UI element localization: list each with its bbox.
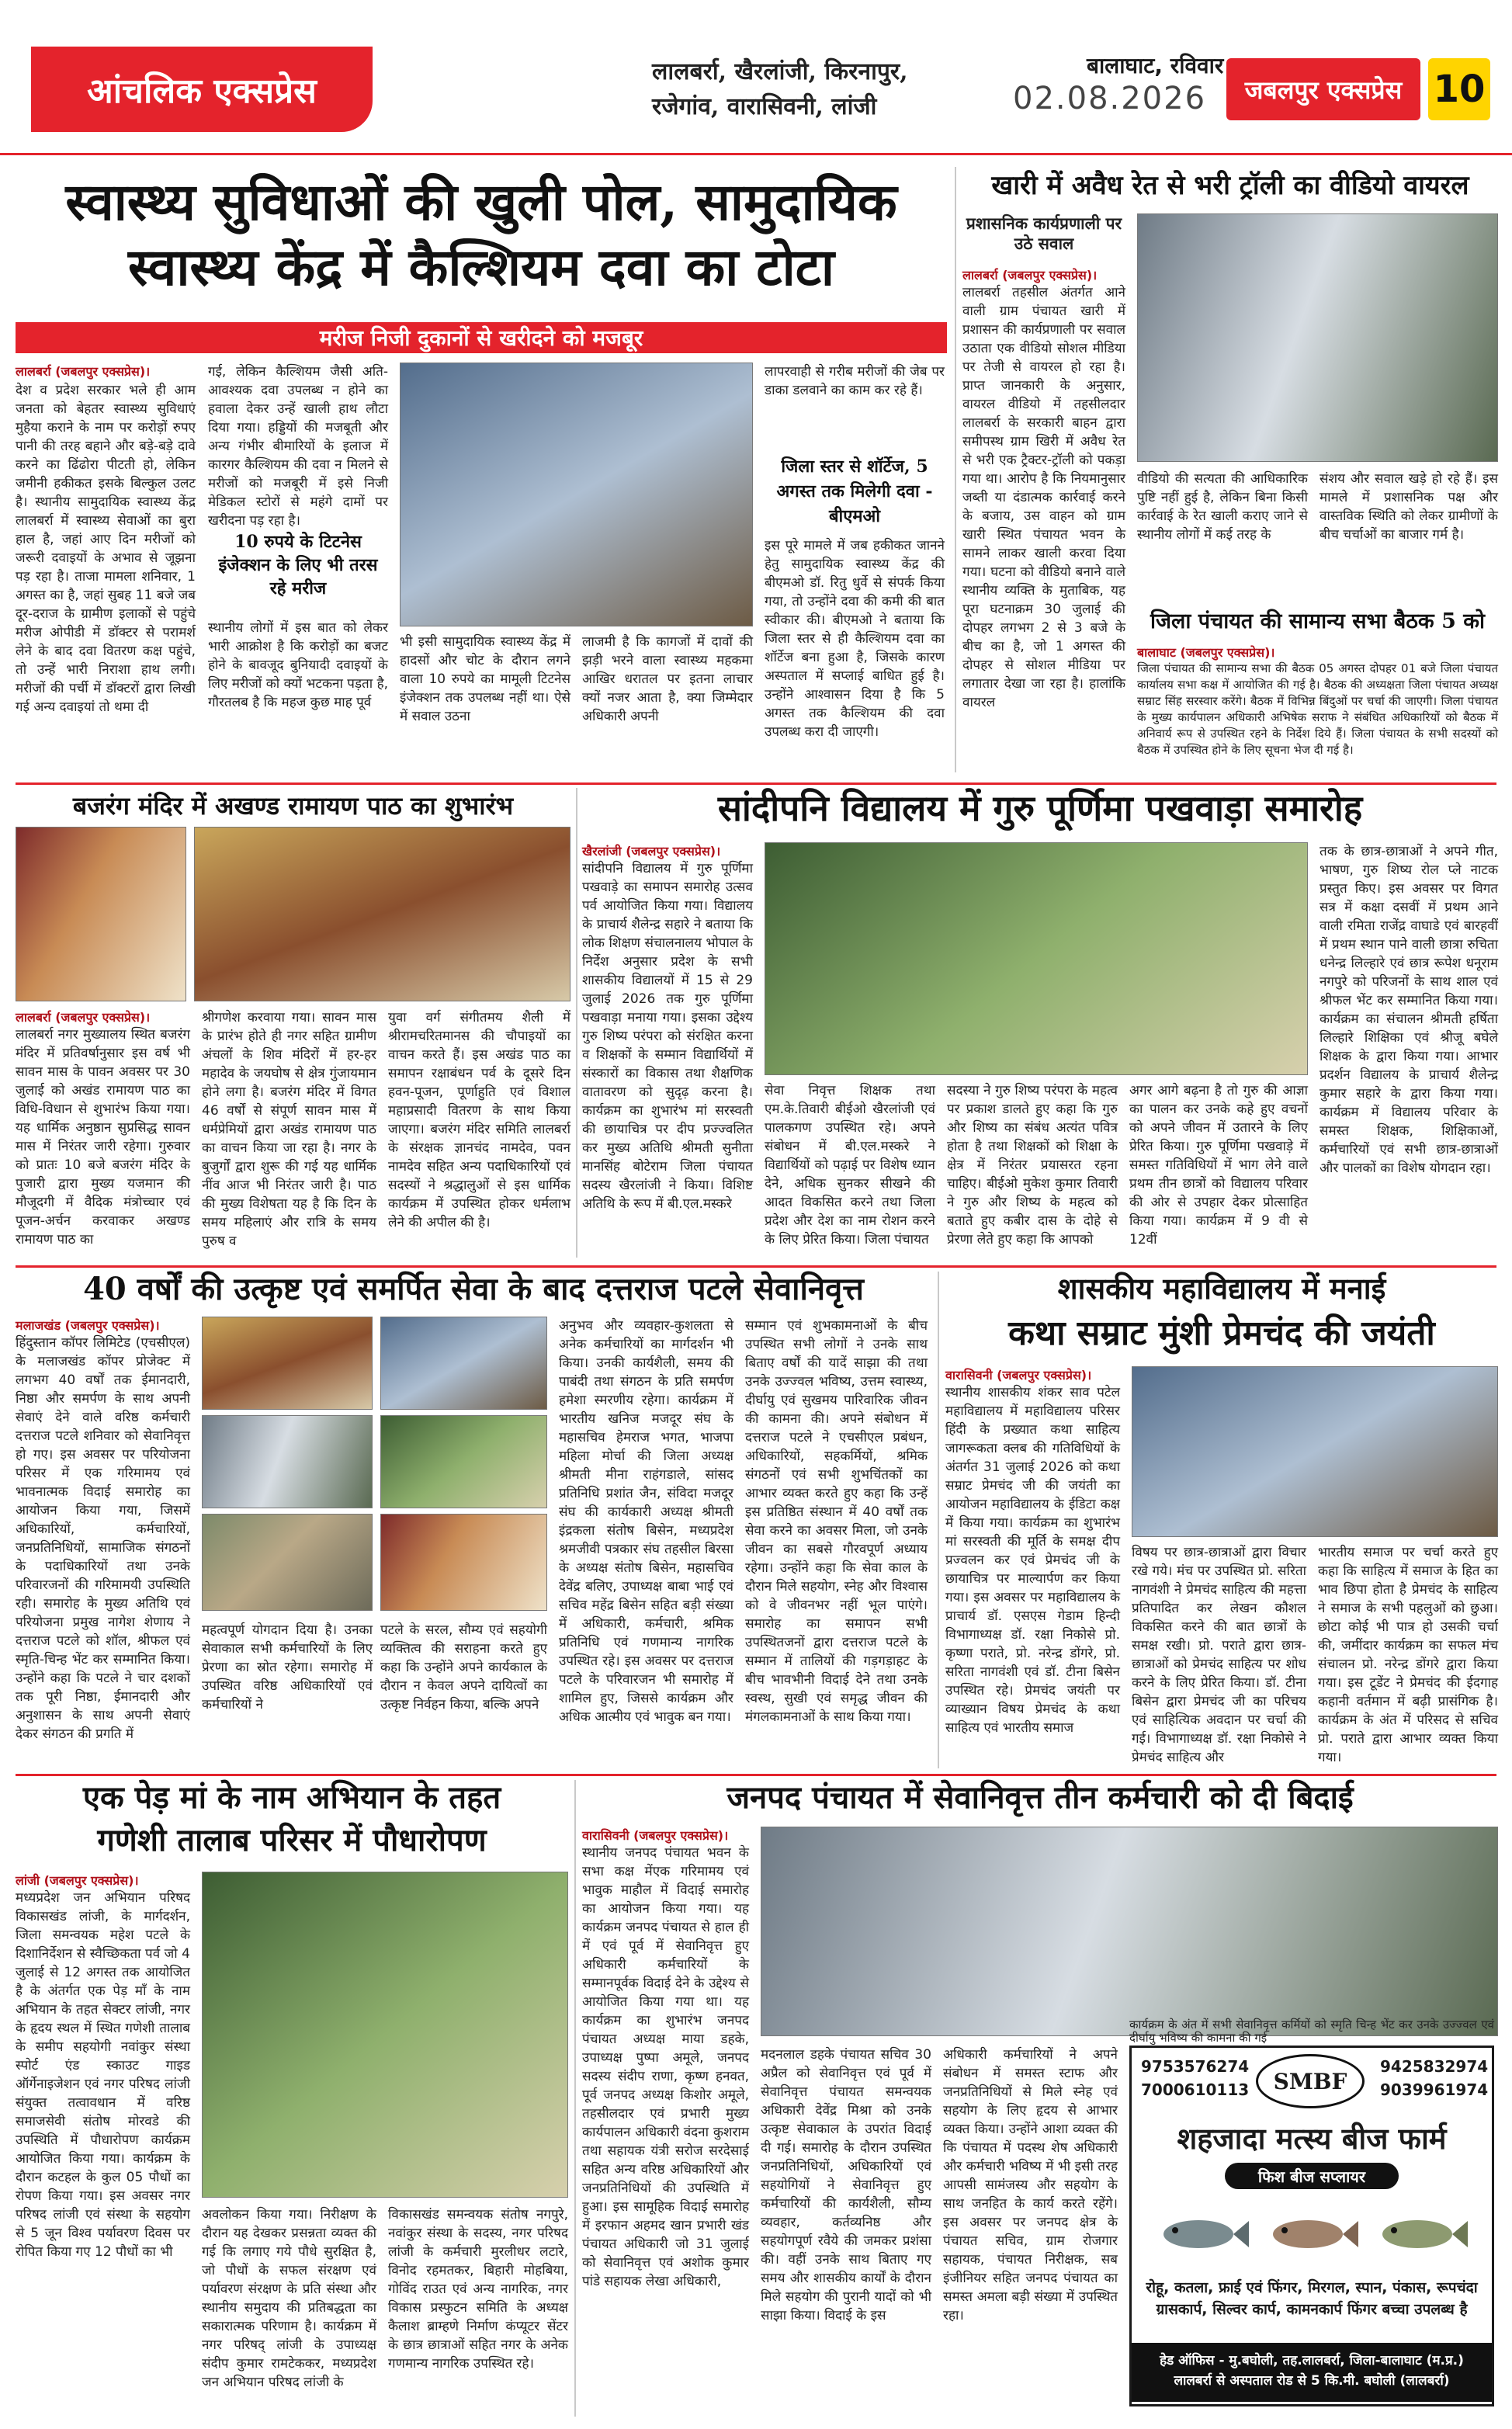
body-col-2: श्रीगणेश करवाया गया। सावन मास के प्रारंभ होते ही नगर सहित ग्रामीण अंचलों के शिव मंदिरों में हर-हर महादेव के जयघोष से क्षेत्र गुंजायमान होने लगा है। बजरंग मंदिर में विगत 46 वर्षों से संपूर्ण सावन मास में धर्मप्रेमियों द्वारा अखंड रामायण पाठ का वाचन किया जा रहा है। नगर के बुजुर्गों द्वारा शुरू की गई यह धार्मिक नींव आज भी निरंतर जारी है। पाठ की मुख्य विशेषता यह है कि दिन के समय महिलाएं और रात्रि के समय पुरुष व — [202, 1010, 376, 1249]
body-col-1: हिंदुस्तान कॉपर लिमिटेड (एचसीएल) के मलाजखंड कॉपर प्रोजेक्ट में लगभग 40 वर्षों तक ईमानदारी, निष्ठा और समर्पण के साथ अपनी सेवाएं देने वाले वरिष्ठ कर्मचारी दत्तराज पटले शनिवार को सेवानिवृत्त हो गए। इस अवसर पर परियोजना परिसर में एक गरिमामय एवं भावनात्मक विदाई समारोह का आयोजन किया गया, जिसमें अधिकारियों, कर्मचारियों, जनप्रतिनिधियों, सामाजिक संगठनों के पदाधिकारियों तथा उनके परिवारजनों की गरिमामयी उपस्थिति रही। समारोह के मुख्य अतिथि एवं परियोजना प्रमुख नागेश शेणाय ने दत्तराज पटले को शॉल, श्रीफल एवं स्मृति-चिन्ह भेंट कर सम्मानित किया। उन्होंने कहा कि पटले ने चार दशकों तक पूरी निष्ठा, ईमानदारी और अनुशासन के साथ अपनी सेवाएं देकर संगठन की प्रगति में — [16, 1335, 190, 1742]
story9-col4: भेंट कर उनके उज्ज्वल एवं दीर्घायु भविष्य की कामना की गई — [1129, 2018, 1494, 2045]
headline: खारी में अवैध रेत से भरी ट्रॉली का वीडियो वायरल — [991, 170, 1469, 201]
ad-address-band — [1132, 2343, 1492, 2402]
ramayan-path-photo — [194, 827, 570, 1001]
byline: वारासिवनी (जबलपुर एक्सप्रेस)। — [945, 1368, 1092, 1383]
brand-badge: जबलपुर एक्सप्रेस — [1226, 58, 1420, 120]
body-col-5: तक के छात्र-छात्राओं ने अपने गीत, भाषण, गुरु शिष्य रोल प्ले नाटक प्रस्तुत किए। इस अवसर पर विगत सत्र में कक्षा दसवीं में प्रथम आने वाली रमिता राजेंद्र वाघाडे एवं बारहवीं में प्रथम स्थान पाने वाली छात्रा रुचिता धनेन्द्र लिल्हारे एवं छात्र रूपेश धनूराम नगपुरे को परिजनों के साथ शाल एवं श्रीफल भेंट कर सम्मानित किया गया। कार्यक्रम का संचालन श्रीमती हर्षिता लिल्हारे शिक्षिका एवं श्रीजू बघेले शिक्षक के द्वारा किया गया। आभार प्रदर्शन विद्यालय के प्राचार्य शैलेन्द्र कुमार सहारे के द्वारा किया गया। कार्यक्रम में विद्यालय परिवार के समस्त शिक्षक, शिक्षिकाओं, कर्मचारियों एवं सभी छात्र-छात्राओं और पालकों का विशेष योगदान रहा। — [1320, 844, 1498, 1176]
masthead — [0, 0, 1512, 155]
body: जिला पंचायत की सामान्य सभा की बैठक 05 अगस्त दोपहर 01 बजे जिला पंचायत कार्यालय सभा कक्ष में आयोजित की गई है। बैठक की अध्यक्षता जिला पंचायत अध्यक्ष सम्राट सिंह सरस्वार करेंगे। बैठक में विभिन्न बिंदुओं पर चर्चा की जाएगी। जिला पंचायत के मुख्य कार्यपालन अधिकारी अभिषेक सराफ ने संबंधित अधिकारियों को बैठक में अनिवार्य रूप से उपस्थित रहने के निर्देश दिये हैं। जिला पंचायत के सभी सदस्यों को बैठक में उपस्थित होने के लिए सूचना भेज दी गई है। — [1137, 661, 1498, 757]
headline: बजरंग मंदिर में अखण्ड रामायण पाठ का शुभारंभ — [72, 791, 514, 821]
body-col-2: गई, लेकिन कैल्शियम जैसी अति-आवश्यक दवा उपलब्ध न होने का हवाला देकर उन्हें खाली हाथ लौटा दिया गया। हड्डियों की मजबूती और अन्य गंभीर बीमारियों के इलाज में कारगर कैल्शियम की दवा न मिलने से मरीजों को मजबूरी में इसे निजी मेडिकल स्टोरों से महंगे दामों पर खरीदना पड़ रहा है। — [208, 364, 388, 529]
story-guru-purnima — [582, 788, 1498, 1265]
column-divider — [955, 167, 956, 772]
headline-line-2: गणेशी तालाब परिसर में पौधारोपण — [97, 1822, 487, 1858]
column-divider — [576, 788, 577, 1258]
body-col-5: सम्मान एवं शुभकामनाओं के बीच उपस्थित सभी लोगों ने उनके साथ बिताए वर्षों की यादें साझा की तथा उनके उज्ज्वल भविष्य, उत्तम स्वास्थ्य, दीर्घायु एवं सुखमय पारिवारिक जीवन की कामना की। अपने संबोधन में दत्तराज पटले ने एचसीएल प्रबंधन, अधिकारियों, सहकर्मियों, श्रमिक संगठनों एवं सभी शुभचिंतकों का आभार व्यक्त करते हुए कहा कि उन्हें इस प्रतिष्ठित संस्थान में 40 वर्षों तक सेवा करने का अवसर मिला, जो उनके जीवन का सबसे गौरवपूर्ण अध्याय रहेगा। उन्होंने कहा कि सेवा काल के दौरान मिले सहयोग, स्नेह और विश्वास को वे जीवनभर नहीं भूल पाएंगे। समारोह का समापन सभी उपस्थितजनों द्वारा दत्तराज पटले के सम्मान में तालियों की गड़गड़ाहट के बीच भावभीनी विदाई देने तथा उनके स्वस्थ, सुखी एवं समृद्ध जीवन की मंगलकामनाओं के साथ किया गया। — [745, 1318, 928, 1725]
retirement-photo-4 — [380, 1415, 547, 1508]
fish-icon — [1265, 2215, 1358, 2254]
body-col-4: अनुभव और व्यवहार-कुशलता से अनेक कर्मचारियों का मार्गदर्शन भी किया। उनकी कार्यशैली, समय की पाबंदी तथा संगठन के प्रति समर्पण हमेशा स्मरणीय रहेगा। कार्यक्रम में भारतीय खनिज मजदूर संघ के महासचिव हेमराज भगत, भाजपा महिला मोर्चा की जिला अध्यक्ष श्रीमती मीना राहंगडाले, सांसद प्रतिनिधि प्रशांत जैन, संविदा मजदूर संघ की कार्यकारी अध्यक्ष श्रीमती इंद्रकला संतोष बिसेन, मध्यप्रदेश श्रमजीवी पत्रकार संघ तहसील बिरसा के अध्यक्ष संतोष बिसेन, महासचिव देवेंद्र बलिए, उपाध्यक्ष बाबा भाई एवं सचिव महेंद्र बिसेन सहित बड़ी संख्या में अधिकारी, कर्मचारी, श्रमिक प्रतिनिधि एवं गणमान्य नागरिक उपस्थित रहे। इस अवसर पर दत्तराज पटले के परिवारजन भी समारोह में शामिल हुए, जिससे कार्यक्रम और अधिक आत्मीय एवं भावुक बन गया। — [559, 1318, 733, 1725]
section-rule — [16, 1265, 1496, 1268]
date: 02.08.2026 — [1013, 81, 1207, 116]
fish-seed-farm-ad — [1129, 2046, 1494, 2406]
byline: वारासिवनी (जबलपुर एक्सप्रेस)। — [582, 1828, 729, 1843]
ad-title: शहजादा मत्स्य बीज फार्म — [1177, 2121, 1447, 2156]
byline: खैरलांजी (जबलपुर एक्सप्रेस)। — [582, 844, 721, 859]
story-calcium-shortage — [16, 167, 947, 780]
headline-line-1: स्वास्थ्य सुविधाओं की खुली पोल, सामुदायिक — [65, 172, 897, 232]
fish-icon — [1156, 2215, 1249, 2254]
byline: बालाघाट (जबलपुर एक्सप्रेस)। — [1137, 645, 1275, 660]
story9-body-col-2: मदनलाल डहके पंचायत सचिव 30 अप्रैल को सेवानिवृत्त एवं पूर्व में सेवानिवृत्त पंचायत समन्वयक अधिकारी देवेंद्र मिश्रा को उनके उत्कृष्ट सेवाकाल के उपरांत विदाई दी गई। समारोह के दौरान उपस्थित जनप्रतिनिधियों, अधिकारियों एवं सहयोगियों ने सेवानिवृत्त हुए कर्मचारियों की कार्यशैली, सौम्य व्यवहार, कर्तव्यनिष्ठ और सहयोगपूर्ण रवैये की जमकर प्रशंसा की। वहीं उनके साथ बिताए गए समय और शासकीय कार्यों के दौरान मिले सहयोग की पुरानी यादों को भी साझा किया। विदाई के इस — [761, 2047, 931, 2323]
story9-col4-pre: कार्यक्रम के अंत में सभी सेवानिवृत्त कर्मियों को स्मृति चिन्ह — [1129, 2018, 1377, 2032]
places-line-2: रजेगांव, वारासिवनी, लांजी — [652, 93, 877, 120]
body-col-2: वीडियो की सत्यता की आधिकारिक पुष्टि नहीं हुई है, लेकिन बिना किसी कार्रवाई के रेत खाली कराए जाने से स्थानीय लोगों में कई तरह के — [1137, 471, 1308, 543]
ad-tagline: फिश बीज सप्लायर — [1225, 2163, 1399, 2189]
ad-phone-4: 9039961974 — [1380, 2080, 1489, 2099]
story9-body-col-1: स्थानीय जनपद पंचायत भवन के सभा कक्ष मेंएक गरिमामय एवं भावुक माहौल में विदाई समारोह का आयोजन किया गया। यह कार्यक्रम जनपद पंचायत से हाल ही में एवं पूर्व में सेवानिवृत्त हुए अधिकारी कर्मचारियों के सम्मानपूर्वक विदाई देने के उद्देश्य से आयोजित किया गया था। यह कार्यक्रम का शुभारंभ जनपद पंचायत अध्यक्ष माया डहके, उपाध्यक्ष पुष्पा अमूले, जनपद सदस्य संदीप राणा, कृष्ण हनवत, पूर्व जनपद अध्यक्ष किशोर अमूले, तहसीलदार एवं प्रभारी मुख्य कार्यपालन अधिकारी वंदना कुशराम तथा सहायक यंत्री सरोज सरदेसाई सहित अन्य वरिष्ठ अधिकारियों और जनप्रतिनिधियों की उपस्थिति में हुआ। इस सामूहिक विदाई समारोह में इरफान अहमद खान प्रभारी खंड पंचायत अधिकारी जो 31 जुलाई को सेवानिवृत्त एवं अशोक कुमार पांडे सहायक लेखा अधिकारी, — [582, 1845, 749, 2289]
story9-body-col-4 — [1129, 2018, 1494, 2045]
headline: 40 वर्षों की उत्कृष्ट एवं समर्पित सेवा के बाद दत्तराज पटले सेवानिवृत्त — [83, 1271, 864, 1307]
body-col-1: मध्यप्रदेश जन अभियान परिषद विकासखंड लांजी, के मार्गदर्शन, जिला समन्वयक महेश पटले के दिशानिर्देशन से स्वैच्छिकता पर्व जो 4 जुलाई से 12 अगस्त तक आयोजित है के अंतर्गत एक पेड़ माँ के नाम अभियान के तहत सेक्टर लांजी, नगर के हृदय स्थल में स्थित गणेशी तालाब के समीप सहयोगी नवांकुर संस्था स्पोर्ट एंड स्काउट गाइड ऑर्गेनाइजेशन एवं नगर परिषद लांजी संयुक्त तत्वावधान में वरिष्ठ समाजसेवी संतोष मोरवडे की उपस्थिति में पौधारोपण कार्यक्रम आयोजित किया गया। कार्यक्रम के दौरान कटहल के कुल 05 पौधों का रोपण किया गया। इस अवसर नगर परिषद लांजी एवं संस्था के सहयोग से 5 जून विश्व पर्यावरण दिवस पर रोपित किया गए 12 पौधों का भी — [16, 1890, 190, 2260]
headline-line-2: स्वास्थ्य केंद्र में कैल्शियम दवा का टोटा — [127, 237, 835, 297]
byline: लालबर्रा (जबलपुर एक्सप्रेस)। — [16, 364, 151, 379]
fish-icon — [1375, 2215, 1468, 2254]
body-col-4: अगर आगे बढ़ना है तो गुरु की आज्ञा का पालन कर उनके कहे हुए वचनों को अपने जीवन में उतारने के लिए प्रेरित किया। गुरु पूर्णिमा पखवाड़े में समस्त गतिविधियों में भाग लेने वाले प्रथम तीन छात्रों को विद्यालय परिवार की ओर से उपहार देकर प्रोत्साहित किया गया। कार्यक्रम में 9 वी से 12वीं — [1129, 1083, 1308, 1247]
premchand-event-photo — [1132, 1366, 1498, 1537]
ad-address: हेड ऑफिस - मु.बघोली, तह.लालबर्रा, जिला-बालाघाट (म.प्र.) — [1160, 2353, 1464, 2368]
body-col-1: लालबर्रा तहसील अंतर्गत आने वाली ग्राम पंचायत खारी में प्रशासन की कार्यप्रणाली पर सवाल उठाता एक वीडियो सोशल मीडिया पर तेजी से वायरल हो रहा है। प्राप्त जानकारी के अनुसार, वायरल वीडियो में तहसीलदार लालबर्रा के सरकारी बाहन द्वारा समीपस्थ ग्राम खिरी में अवैध रेत से भरी एक ट्रैक्टर-ट्रॉली को पकड़ा गया था। आरोप है कि नियमानुसार जब्ती या दंडात्मक कार्रवाई करने के बजाय, उस वाहन को ग्राम खारी स्थित पंचायत भवन के सामने लाकर खाली करवा दिया गया। घटना को वीडियो बनाने वाले स्थानीय व्यक्ति के मुताबिक, यह पूरा घटनाक्रम 30 जुलाई की दोपहर लगभग 2 से 3 बजे के बीच का है, जो 1 अगस्त की दोपहर से सोशल मीडिया पर लगातार देखा जा रहा है। हालांकि वायरल — [962, 285, 1125, 710]
retirement-photo-6 — [380, 1514, 547, 1611]
story-zila-panchayat — [1137, 609, 1498, 780]
body-col-1: लालबर्रा नगर मुख्यालय स्थित बजरंग मंदिर में प्रतिवर्षानुसार इस वर्ष भी सावन मास के पावन अवसर पर 30 जुलाई को अखंड रामायण पाठ का विधि-विधान से शुभारंभ किया गया। यह धार्मिक अनुष्ठान सुप्रसिद्ध सावन मास में निरंतर जारी रहेगा। गुरुवार को प्रातः 10 बजे बजरंग मंदिर के पुजारी द्वारा मुख्य यजमान की मौजूदगी में वैदिक मंत्रोच्चार एवं पूजन-अर्चन करवाकर अखण्ड रामायण पाठ का — [16, 1027, 190, 1247]
column-divider — [574, 1780, 576, 2417]
body-col-2: महत्वपूर्ण योगदान दिया है। उनका सेवाकाल सभी कर्मचारियों के लिए प्रेरणा का स्रोत रहेगा। समारोह में उपस्थित वरिष्ठ अधिकारियों एवं कर्मचारियों ने — [202, 1622, 373, 1712]
retirement-photo-3 — [202, 1415, 373, 1508]
byline: लांजी (जबलपुर एक्सप्रेस)। — [16, 1873, 139, 1888]
ad-products: रोहू, कतला, फ्राई एवं फिंगर, मिरगल, स्पान, पंकास, रूपचंदा ग्रासकार्प, सिल्वर कार्प, कामनकार्प फिंगर बच्चा उपलब्ध है — [1146, 2279, 1478, 2318]
page-number: 10 — [1428, 58, 1490, 120]
places-line-1: लालबर्रा, खैरलांजी, किरनापुर, — [652, 58, 908, 85]
city-day: बालाघाट, रविवार — [1087, 53, 1224, 78]
pull-quote-tetanus: 10 रुपये के टिटनेस इंजेक्शन के लिए भी तरस रहे मरीज — [218, 532, 378, 599]
body-col-2b: स्थानीय लोगों में इस बात को लेकर भारी आक्रोश है कि करोड़ों का बजट होने के बावजूद बुनियादी दवाइयों के लिए मरीजों को क्यों भटकना पड़ता है, गौरतलब है कि महज कुछ माह पूर्व — [208, 620, 388, 710]
subhead-band: मरीज निजी दुकानों से खरीदने को मजबूर — [16, 322, 947, 353]
headline-line-1: शासकीय महाविद्यालय में मनाई — [1057, 1271, 1386, 1306]
retirement-photo-1 — [202, 1317, 373, 1410]
body-col-2: सेवा निवृत्त शिक्षक तथा एम.के.तिवारी बीईओ खैरलांजी एवं पालकगण उपस्थित रहे। अपने संबोधन में बी.एल.मस्करे ने विद्यार्थियों को पढ़ाई पर विशेष ध्यान देने, अधिक सुनकर सीखने की आदत विकसित करने तथा जिला प्रदेश और देश का नाम रोशन करने के लिए प्रेरित किया। जिला पंचायत — [765, 1083, 935, 1247]
headline: जनपद पंचायत में सेवानिवृत्त तीन कर्मचारी को दी बिदाई — [727, 1779, 1354, 1816]
ad-fish-row — [1147, 2199, 1476, 2269]
body-col-1: देश व प्रदेश सरकार भले ही आम जनता को बेहतर स्वास्थ्य सुविधाएं मुहैया कराने के नाम पर करोड़ों रुपए पानी की तरह बहाने और बड़े-बड़े दावे करने का ढिंढोरा पीटती हो, लेकिन जमीनी हकीकत इसके बिल्कुल उलट है। स्थानीय सामुदायिक स्वास्थ्य केंद्र लालबर्रा में स्वास्थ्य सेवाओं का बुरा हाल है, जहां आए दिन मरीजों को जरूरी दवाइयों के अभाव से जूझना पड़ रहा है। ताजा मामला शनिवार, 1 अगस्त का है, जहां सुबह 11 बजे जब दूर-दराज के ग्रामीण इलाकों से पहुंचे मरीज ओपीडी में डॉक्टर से परामर्श लेने के बाद दवा वितरण कक्ष पहुंचे, तो उन्हें भारी निराशा हाथ लगी। मरीजों की पर्ची में डॉक्टरों द्वारा लिखी गई अन्य दवाइयां तो थमा दी — [16, 383, 196, 715]
story-plantation — [16, 1780, 568, 2417]
body-col-4: लाजमी है कि कागजों में दावों की झड़ी भरने वाला स्वास्थ्य महकमा आखिर धरातल पर इतना लाचार क्यों नजर आता है, क्या जिम्मेदार अधिकारी अपनी — [582, 634, 753, 724]
column-divider — [938, 1272, 939, 1768]
body-col-3: सदस्या ने गुरु शिष्य परंपरा के महत्व पर प्रकाश डालते हुए कहा कि गुरु और शिष्य का संबंध अत्यंत पवित्र होता है तथा शिक्षकों को शिक्षा के क्षेत्र में निरंतर प्रयासरत रहना चाहिए। बीईओ मुकेश कुमार तिवारी ने गुरु और शिष्य के महत्व को बताते हुए कबीर दास के दोहे से प्रेरणा लेते हुए कहा कि आपको — [947, 1083, 1118, 1247]
body-col-2: अवलोकन किया गया। निरीक्षण के दौरान यह देखकर प्रसन्नता व्यक्त की गई कि लगाए गये पौधे सुरक्षित है, जो पौधों के सफल संरक्षण एवं पर्यावरण संरक्षण के प्रति संस्था और स्थानीय समुदाय की प्रतिबद्धता का सकारात्मक परिणाम है। कार्यक्रम में नगर परिषद् लांजी के उपाध्यक्ष संदीप कुमार रामटेककर, मध्यप्रदेश जन अभियान परिषद लांजी के — [202, 2207, 376, 2390]
health-centre-photo — [400, 363, 753, 626]
story9-body-col-3: अधिकारी कर्मचारियों ने अपने संबोधन में समस्त स्टाफ और जनप्रतिनिधियों से मिले स्नेह एवं सहयोग के लिए हृदय से आभार व्यक्त किया। उन्होंने आशा व्यक्त की कि पंचायत में पदस्थ शेष अधिकारी और कर्मचारी भविष्य में भी इसी तरह आपसी सामंजस्य और सहयोग के साथ जनहित के कार्य करते रहेंगे। इस अवसर पर जनपद क्षेत्र के पंचायत सचिव, ग्राम रोजगार सहायक, पंचायत निरीक्षक, सब इंजीनियर सहित जनपद पंचायत का समस्त अमला बड़ी संख्या में उपस्थित रहा। — [943, 2047, 1118, 2323]
ad-phone-3: 9425832974 — [1380, 2057, 1489, 2076]
story-dattaraj-retirement — [16, 1272, 931, 1768]
story-ramayan-path — [16, 788, 570, 1265]
body-col-2: विषय पर छात्र-छात्राओं द्वारा विचार रखे गये। मंच पर उपस्थित प्रो. सरिता नागवंशी ने प्रेमचंद साहित्य की महत्ता प्रतिपादित कर लेखन कौशल विकसित करने की बात छात्रों के समक्ष रखी। प्रो. पराते द्वारा छात्र-छात्राओं को प्रेमचंद साहित्य पर शोध करने के लिए प्रेरित किया। डॉ. टीना बिसेन द्वारा प्रेमचंद जी का परिचय एवं साहित्यिक अवदान पर चर्चा की गई। विभागाध्यक्ष डॉ. रक्षा निकोसे ने प्रेमचंद साहित्य और — [1132, 1545, 1306, 1765]
byline: लालबर्रा (जबलपुर एक्सप्रेस)। — [16, 1010, 151, 1025]
retirement-photo-5 — [202, 1514, 373, 1611]
headline: सांदीपनि विद्यालय में गुरु पूर्णिमा पखवाड़ा समारोह — [717, 787, 1363, 829]
body-col-3: भी इसी सामुदायिक स्वास्थ्य केंद्र में हादसों और चोट के दौरान लगने वाला 10 रुपये का मामूली टिटनेस इंजेक्शन तक उपलब्ध नहीं था। ऐसे में सवाल उठना — [400, 634, 570, 724]
story-premchand-jayanti — [945, 1272, 1498, 1768]
headline-line-2: कथा सम्राट मुंशी प्रेमचंद की जयंती — [1008, 1313, 1435, 1353]
farewell-group-photo — [761, 1827, 1498, 2036]
body-col-3: पटले के सरल, सौम्य एवं सहयोगी व्यक्तित्व की सराहना करते हुए कहा कि उन्होंने अपने कार्यकाल के दौरान न केवल अपने दायित्वों का उत्कृष्ट निर्वहन किया, बल्कि अपने — [380, 1622, 547, 1712]
body-col-1: स्थानीय शासकीय शंकर साव पटेल महाविद्यालय में महाविद्यालय परिसर हिंदी के प्रख्यात कथा साहित्य जागरूकता क्लब की गतिविधियों के अंतर्गत 31 जुलाई 2026 को कथा सम्राट प्रेमचंद जी की जयंती का आयोजन महाविद्यालय के ईडिटा कक्ष में किया गया। कार्यक्रम का शुभारंभ मां सरस्वती की मूर्ति के समक्ष दीप प्रज्वलन कर एवं प्रेमचंद जी के छायाचित्र पर माल्यार्पण कर किया गया। इस अवसर पर महाविद्यालय के प्राचार्य डॉ. एसएस गेडाम हिन्दी विभागाध्यक्ष डॉ. रक्षा निकोसे प्रो. कृष्णा पराते, प्रो. नरेन्द्र डोंगरे, प्रो. सरिता नागवंशी एवं डॉ. टीना बिसेन उपस्थित रहे। प्रेमचंद जयंती पर व्याख्यान विषय प्रेमचंद के कथा साहित्य एवं भारतीय समाज — [945, 1385, 1120, 1736]
body-col-3: भारतीय समाज पर चर्चा करते हुए कहा कि साहित्य में समाज के हित का भाव छिपा होता है प्रेमचंद के साहित्य ने समाज के सभी पहलुओं को छुआ। छोटा कोई भी पात्र हो उसकी चर्चा की, जमींदार कार्यक्रम का सफल मंच संचालन प्रो. नरेन्द्र डोंगरे द्वारा किया गया। इस टूडेंट ने प्रेमचंद की ईदगाह कहानी वर्तमान में बढ़ी प्रासंगिक है। कार्यक्रम के अंत में परिसद से सचिव प्रो. पराते द्वारा आभार व्यक्त किया गया। — [1318, 1545, 1498, 1765]
body-col-5a: लापरवाही से गरीब मरीजों की जेब पर डाका डलवाने का काम कर रहे हैं। — [765, 364, 945, 398]
section-badge: आंचलिक एक्सप्रेस — [31, 47, 373, 132]
subhead: प्रशासनिक कार्यप्रणाली पर उठे सवाल — [966, 213, 1122, 253]
byline: मलाजखंड (जबलपुर एक्सप्रेस)। — [16, 1318, 160, 1333]
byline: लालबर्रा (जबलपुर एक्सप्रेस)। — [962, 268, 1098, 283]
plantation-photo — [202, 1872, 568, 2198]
body-col-5b: इस पूरे मामले में जब हकीकत जानने हेतु सामुदायिक स्वास्थ्य केंद्र की बीएमओ डॉ. रितु धुर्वे से संपर्क किया गया, तो उन्होंने दवा की कमी की बात स्वीकार की। बीएमओ ने बताया कि जिला स्तर से ही कैल्शियम दवा का शॉर्टेज बना हुआ है, जिसके कारण अस्पताल में सप्लाई बाधित हुई है। उन्होंने आश्वासन दिया है कि 5 अगस्त तक कैल्शियम की दवा उपलब्ध करा दी जाएगी। — [765, 538, 945, 740]
body-col-3: युवा वर्ग संगीतमय शैली में श्रीरामचरितमानस की चौपाइयों का वाचन करते हैं। इस अखंड पाठ का समापन रक्षाबंधन पर्व के दूसरे दिन हवन-पूजन, पूर्णाहुति एवं विशाल महाप्रसादी वितरण के साथ किया जाएगा। बजरंग मंदिर समिति लालबर्रा के संरक्षक ज्ञानचंद नामदेव, पवन नामदेव सहित अन्य पदाधिकारियों एवं सदस्यों ने श्रद्धालुओं से इस धार्मिक कार्यक्रम में उपस्थित होकर धर्मलाभ लेने की अपील की है। — [388, 1010, 570, 1230]
temple-idol-photo — [16, 827, 186, 1001]
retirement-photo-2 — [380, 1317, 547, 1410]
headline-line-1: एक पेड़ मां के नाम अभियान के तहत — [82, 1779, 501, 1816]
ad-phone-2: 7000610113 — [1141, 2080, 1250, 2099]
school-ceremony-photo — [765, 842, 1308, 1075]
pull-quote-bmo: जिला स्तर से शॉर्टेज, 5 अगस्त तक मिलेगी दवा - बीएमओ — [776, 456, 933, 526]
ad-phone-1: 9753576274 — [1141, 2057, 1250, 2076]
section-rule — [16, 1774, 1496, 1776]
body-col-3: विकासखंड समन्वयक संतोष नगपुरे, नवांकुर संस्था के सदस्य, नगर परिषद लांजी के कर्मचारी मुरलीधर लटारे, विनोद रहमतकर, बिहारी मोहबिया, गोविंद राउत एवं अन्य नागरिक, नगर विकास प्रस्फुटन समिति के अध्यक्ष कैलाश ब्राम्हणे निर्माण कंप्यूटर सेंटर के छात्र छात्राओं सहित नगर के अनेक गणमान्य नागरिक उपस्थित रहे। — [388, 2207, 568, 2372]
headline: जिला पंचायत की सामान्य सभा बैठक 5 को — [1150, 609, 1485, 633]
ad-logo: SMBF — [1256, 2054, 1365, 2108]
section-rule — [16, 782, 1496, 785]
body-col-1: सांदीपनि विद्यालय में गुरु पूर्णिमा पखवाड़े का समापन समारोह उत्सव पर्व आयोजित किया गया। विद्यालय के प्राचार्य शैलेन्द्र सहारे ने बताया कि लोक शिक्षण संचालनालय भोपाल के निर्देश अनुसार प्रदेश के सभी शासकीय विद्यालयों में 15 से 29 जुलाई 2026 तक गुरु पूर्णिमा पखवाड़ा मनाया गया। इसका उद्देश्य गुरु शिष्य परंपरा को संरक्षित करना व शिक्षकों के सम्मान विद्यार्थियों में संस्कारों का विकास तथा शैक्षणिक वातावरण को सुदृढ़ करना है। कार्यक्रम का शुभारंभ मां सरस्वती की छायाचित्र पर दीप प्रज्ज्वलित कर मुख्य अतिथि श्रीमती सुनीता मानसिंह बोटेराम जिला पंचायत सदस्य खैरलांजी ने किया। विशिष्ट अतिथि के रूप में बी.एल.मस्करे — [582, 861, 753, 1212]
body-col-3: संशय और सवाल खड़े हो रहे हैं। इस मामले में प्रशासनिक पक्ष और वास्तविक स्थिति को लेकर ग्रामीणों के बीच चर्चाओं का बाजार गर्म है। — [1320, 471, 1498, 543]
trolley-video-photo — [1137, 213, 1498, 462]
ad-address-2: लालबर्रा से अस्पताल रोड से 5 कि.मी. बघोली (लालबर्रा) — [1174, 2373, 1450, 2389]
